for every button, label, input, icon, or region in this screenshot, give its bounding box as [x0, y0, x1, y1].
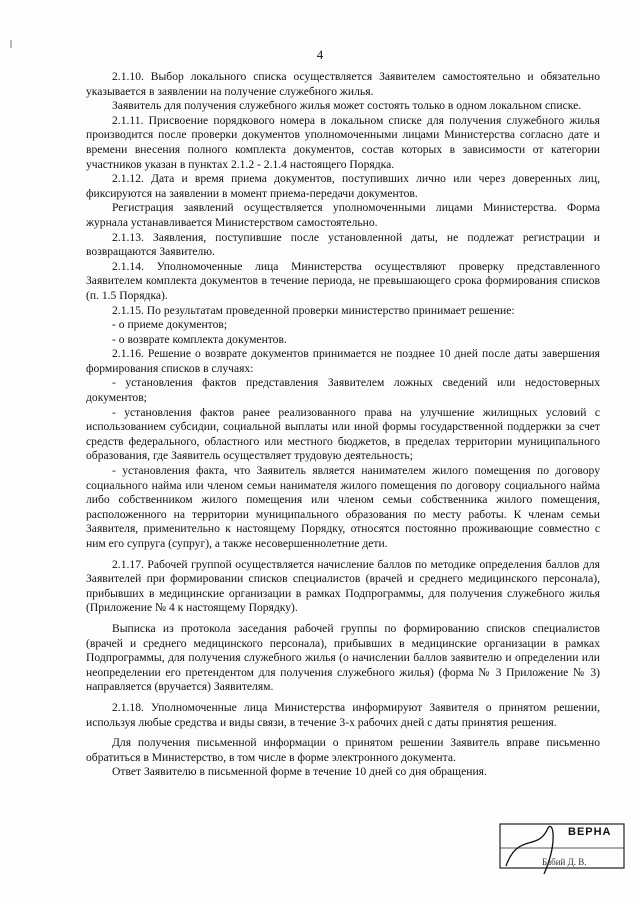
paragraph: - установления фактов представления Заявителем ложных сведений или недостоверных документов; [86, 376, 600, 405]
paragraph: Регистрация заявлений осуществляется уполномоченными лицами Министерства. Форма журнала устанавливается Министерством самостоятельно. [86, 201, 600, 229]
paragraph: Заявитель для получения служебного жилья может состоять только в одном локальном списке. [112, 99, 582, 113]
paragraph: 2.1.14. Уполномоченные лица Министерства осуществляют проверку представленного Заявителем комплекта документов в течение периода, не превышающего срока формирования списков (п. 1.5 Порядка). [86, 259, 600, 302]
paragraph: 2.1.15. По результатам проведенной проверки министерство принимает решение: [112, 303, 515, 317]
paragraph: 2.1.11. Присвоение порядкового номера в локальном списке для получения служебного жилья производится после проверки документов уполномоченными лицами Министерства согласно дате и времени внесения полного комплекта документов, состав которых в зависимости от категории участников указан в пунктах 2.1.2 - 2.1.4 настоящего Порядка. [86, 113, 600, 171]
paragraph: - о приеме документов; [112, 318, 228, 332]
stamp-name: Бабий Д. В. [542, 857, 587, 867]
paragraph: Выписка из протокола заседания рабочей группы по формированию списков специалистов (врачей и среднего медицинского персонала), прибывших в медицинские организации в рамках Подпрограммы, для получения служебного жилья (о начислении баллов заявителю и определении или неопределении его претендентом для получения служебного жилья) (форма № 3 Приложение № 3) направляется (вручается) Заявителям. [86, 621, 600, 694]
paragraph: 2.1.18. Уполномоченные лица Министерства информируют Заявителя о принятом решении, используя любые средства и виды связи, в течение 3-х рабочих дней с даты принятия решения. [86, 700, 600, 729]
paragraph: - установления факта, что Заявитель является нанимателем жилого помещения по договору социального найма или членом семьи нанимателя жилого помещения по договору социального найма либо собственником жилого помещения или членом семьи собственника жилого помещения, расположенного на территории муниципального образования по месту работы. К членам семьи Заявителя, применительно к настоящему Порядку, относятся постоянно проживающие совместно с ним его супруга (супруг), а также несовершеннолетние дети. [86, 464, 600, 550]
paragraph: - установления фактов ранее реализованного права на улучшение жилищных условий с использованием субсидии, социальной выплаты или иной формы государственной поддержки за счет средств федерального, областного или местного бюджетов, в пределах территории муниципального образования, где Заявитель осуществляет трудовую деятельность; [86, 405, 600, 463]
paragraph: 2.1.16. Решение о возврате документов принимается не позднее 10 дней после даты завершения формирования списков в случаях: [86, 347, 600, 375]
paragraph: Ответ Заявителю в письменной форме в течение 10 дней со дня обращения. [112, 765, 487, 779]
stamp-label: ВЕРНА [568, 826, 612, 838]
paragraph: 2.1.13. Заявления, поступившие после установленной даты, не подлежат регистрации и возвращаются Заявителю. [86, 230, 600, 259]
paragraph: - о возврате комплекта документов. [112, 332, 287, 346]
paragraph: 2.1.12. Дата и время приема документов, поступивших лично или через доверенных лиц, фиксируются на заявлении в момент приема-передачи документов. [86, 172, 600, 200]
page-number: 4 [316, 47, 324, 62]
paragraph: 2.1.10. Выбор локального списка осуществляется Заявителем самостоятельно и обязательно указывается в заявлении на получение служебного жилья. [86, 70, 600, 98]
paragraph: Для получения письменной информации о принятом решении Заявитель вправе письменно обратиться в Министерство, в том числе в форме электронного документа. [86, 736, 600, 764]
paragraph: 2.1.17. Рабочей группой осуществляется начисление баллов по методике определения баллов для Заявителей при формировании списков специалистов (врачей и среднего медицинского персонала), прибывших в медицинские организации в рамках Подпрограммы, для получения служебного жилья (Приложение № 4 к настоящему Порядку). [86, 557, 600, 615]
document-body [86, 70, 600, 780]
